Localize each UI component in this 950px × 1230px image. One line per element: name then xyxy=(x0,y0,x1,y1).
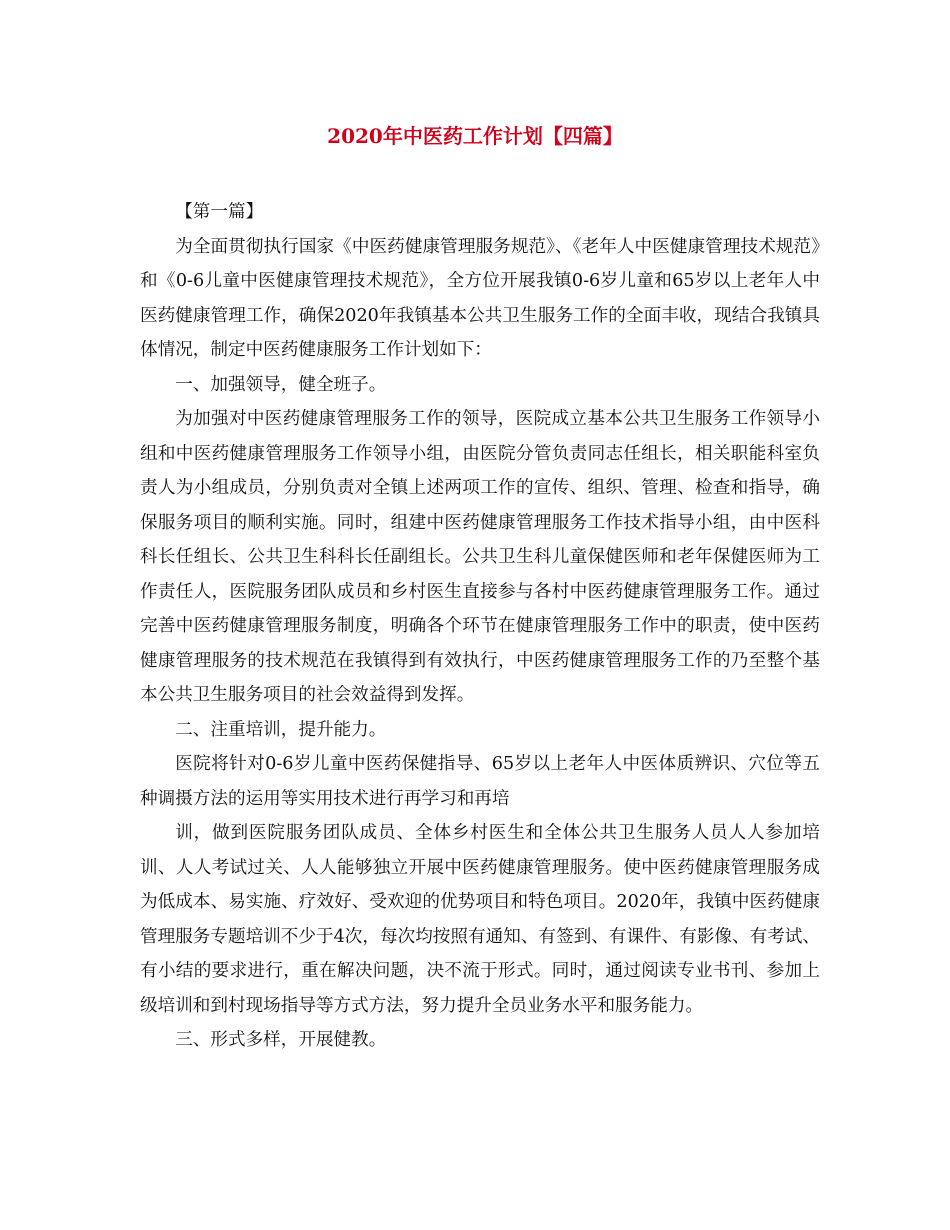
paragraph-training-start: 医院将针对0-6岁儿童中医药保健指导、65岁以上老年人中医体质辨识、穴位等五种调摄方法的运用等实用技术进行再学习和再培 xyxy=(140,754,820,809)
section-heading-education: 三、形式多样，开展健教。 xyxy=(175,1030,387,1050)
section-heading-leadership: 一、加强领导，健全班子。 xyxy=(175,374,387,395)
paragraph-intro: 为全面贯彻执行国家《中医药健康管理服务规范》、《老年人中医健康管理技术规范》和《0-6儿童中医健康管理技术规范》，全方位开展我镇0-6岁儿童和65岁以上老年人中医药健康管理工作，确保2020年我镇基本公共卫生服务工作的全面丰收，现结合我镇具体情况，制定中医药健康服务工作计划如下： xyxy=(140,236,820,360)
paragraph-leadership: 为加强对中医药健康管理服务工作的领导，医院成立基本公共卫生服务工作领导小组和中医药健康管理服务工作领导小组，由医院分管负责同志任组长，相关职能科室负责人为小组成员，分别负责对全镇上述两项工作的宣传、组织、管理、检查和指导，确保服务项目的顺利实施。同时，组建中医药健康管理服务工作技术指导小组，由中医科科长任组长、公共卫生科科长任副组长。公共卫生科儿童保健医师和老年保健医师为工作责任人，医院服务团队成员和乡村医生直接参与各村中医药健康管理服务工作。通过完善中医药健康管理服务制度，明确各个环节在健康管理服务工作中的职责，使中医药健康管理服务的技术规范在我镇得到有效执行，中医药健康管理服务工作的乃至整个基本公共卫生服务项目的社会效益得到发挥。 xyxy=(140,409,820,705)
paragraph-training-continued: 训，做到医院服务团队成员、全体乡村医生和全体公共卫生服务人员人人参加培训、人人考试过关、人人能够独立开展中医药健康管理服务。使中医药健康管理服务成为低成本、易实施、疗效好、受欢迎的优势项目和特色项目。2020年，我镇中医药健康管理服务专题培训不少于4次，每次均按照有通知、有签到、有课件、有影像、有考试、有小结的要求进行，重在解决问题，决不流于形式。同时，通过阅读专业书刊、参加上级培训和到村现场指导等方式方法，努力提升全员业务水平和服务能力。 xyxy=(140,823,820,1016)
section-heading-part-one: 【第一篇】 xyxy=(175,202,264,222)
section-heading-training: 二、注重培训，提升能力。 xyxy=(175,719,387,740)
document-title: 2020年中医药工作计划【四篇】 xyxy=(327,124,623,148)
document-body xyxy=(140,195,820,1058)
